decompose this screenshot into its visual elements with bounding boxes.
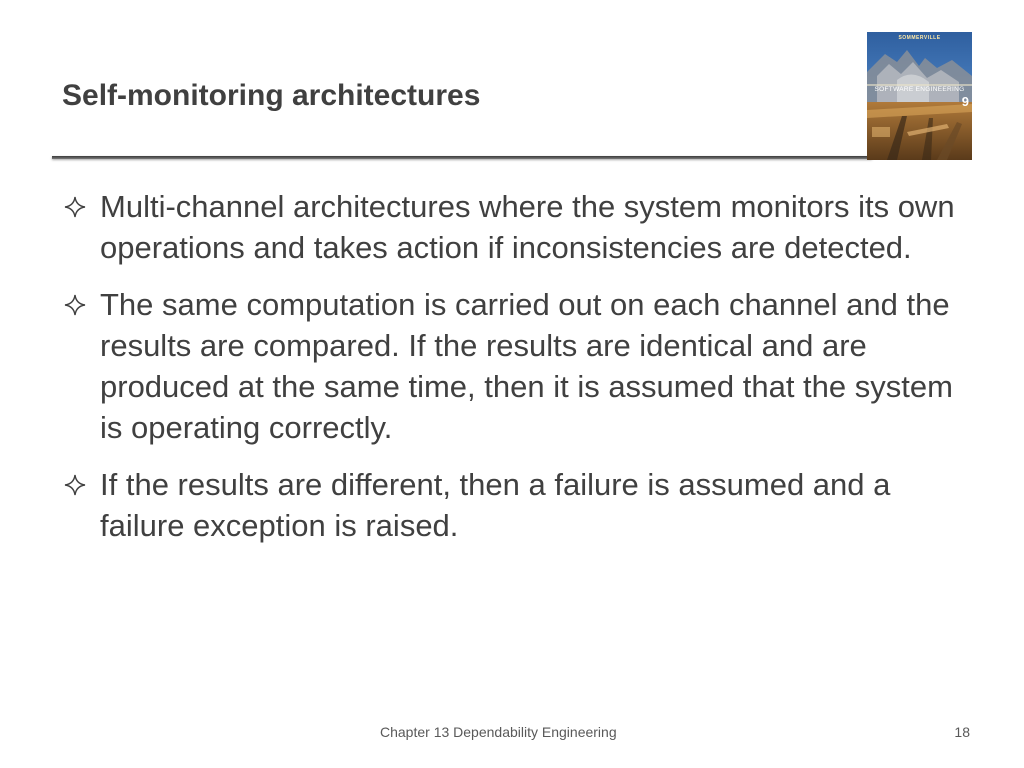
book-cover-art [867,32,972,160]
bullet-text: If the results are different, then a failure is assumed and a failure exception is raised. [100,467,891,543]
cover-edition-number: 9 [961,94,969,109]
bullet-list [60,186,980,562]
bullet-item [60,464,980,546]
title-divider [52,156,872,159]
four-point-star-outline-icon [60,284,90,325]
book-cover-image [867,32,972,160]
footer-chapter: Chapter 13 Dependability Engineering [380,724,617,740]
bullet-text: Multi-channel architectures where the system monitors its own operations and takes action if inconsistencies are detected. [100,189,955,265]
cover-title: SOFTWARE ENGINEERING [874,86,965,93]
bullet-text: The same computation is carried out on each channel and the results are compared. If the results are identical and are produced at the same time, then it is assumed that the system is operating correctly. [100,287,953,445]
four-point-star-outline-icon [60,186,90,227]
bullet-item [60,284,980,448]
bullet-item [60,186,980,268]
four-point-star-outline-icon [60,464,90,505]
cover-logo-text: SOMMERVILLE [898,35,941,41]
slide-title: Self-monitoring architectures [62,79,481,112]
page-number: 18 [954,724,970,740]
